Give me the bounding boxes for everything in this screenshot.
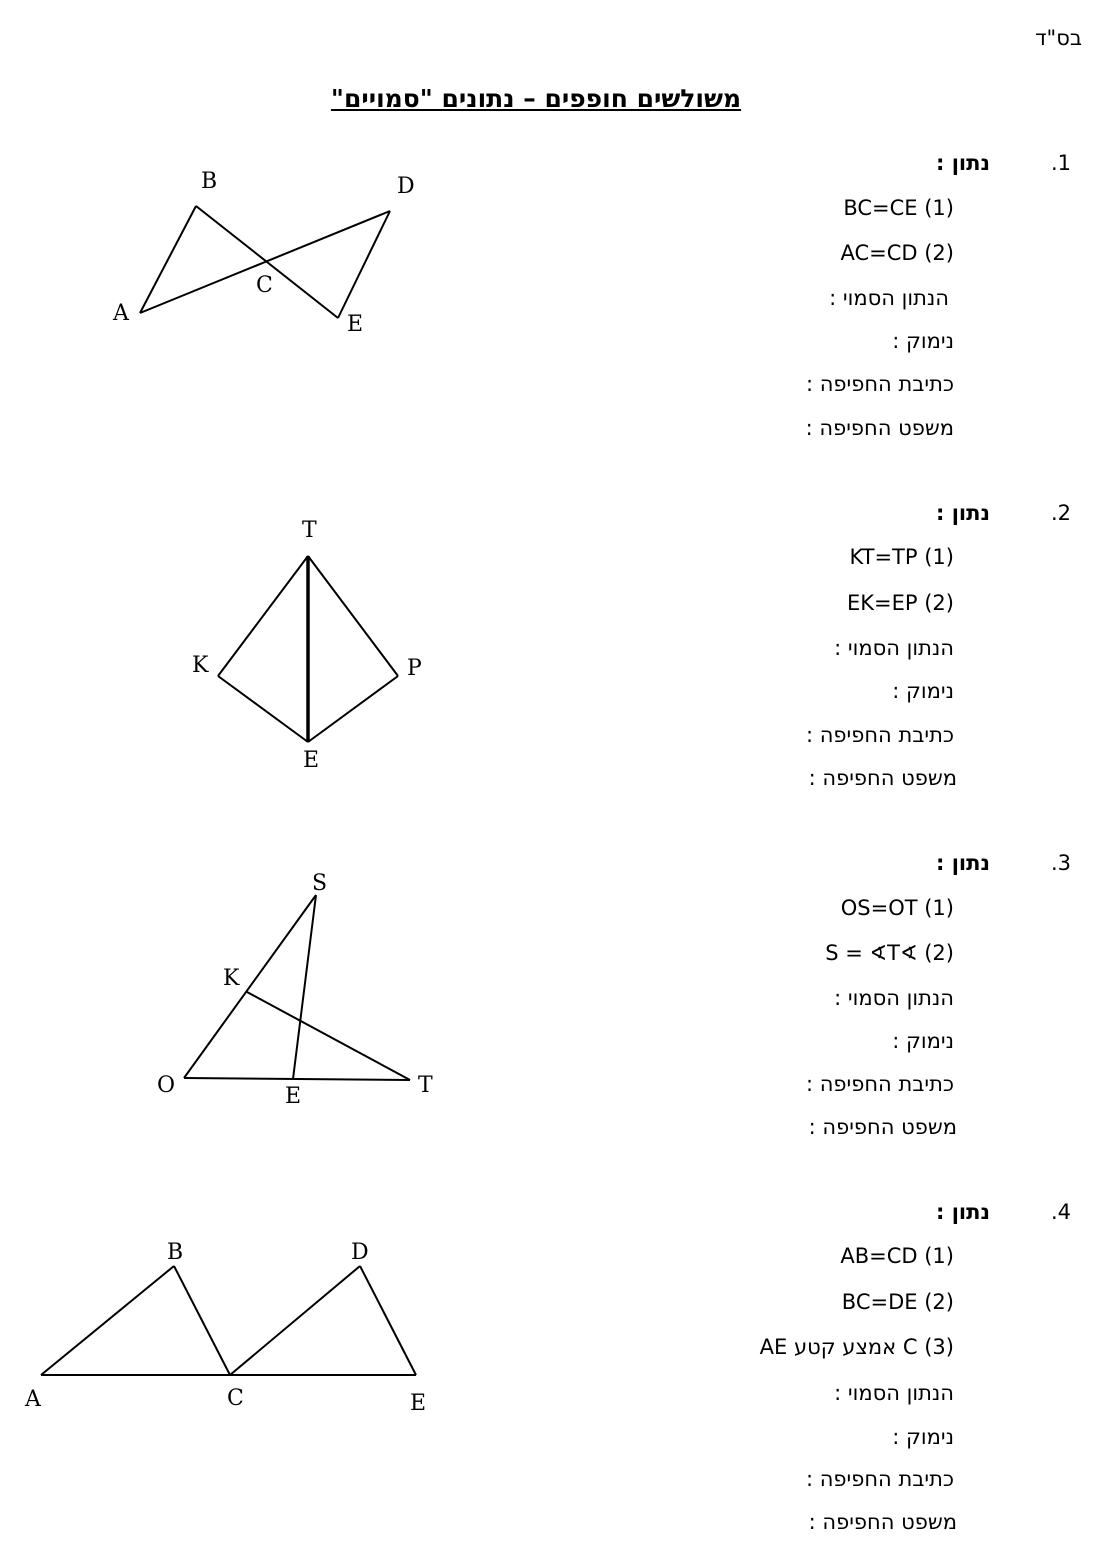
vertex-label-b: B (201, 169, 218, 194)
question-number: .4 (1050, 1200, 1071, 1224)
vertex-label-e: E (303, 748, 320, 773)
hidden-given-line: הנתון הסמוי : (829, 286, 949, 310)
question-number: .1 (1050, 151, 1071, 175)
vertex-label-o: O (157, 1073, 176, 1098)
segment-de (360, 1266, 416, 1375)
vertex-label-d: D (397, 174, 415, 199)
vertex-label-a: A (25, 1387, 41, 1412)
congruence-writing-line: כתיבת החפיפה : (805, 372, 954, 396)
vertex-label-p: P (407, 656, 422, 681)
given-line: (1) KT=TP (849, 545, 954, 569)
vertex-label-c: C (227, 1386, 244, 1411)
reason-line: נימוק : (892, 1425, 954, 1449)
given-label: נתון : (936, 501, 990, 525)
question-number: .2 (1050, 501, 1071, 525)
vertex-label-s: S (312, 871, 328, 896)
given-line: (1) BC=CE (843, 196, 954, 220)
segment-ab (41, 1266, 174, 1375)
reason-line: נימוק : (892, 1029, 954, 1053)
hidden-given-line: הנתון הסמוי : (834, 986, 954, 1010)
vertex-label-e: E (410, 1391, 427, 1416)
congruence-writing-line: כתיבת החפיפה : (805, 1467, 954, 1491)
given-line: (2) AC=CD (840, 241, 954, 265)
hidden-given-line: הנתון הסמוי : (834, 1381, 954, 1405)
vertex-label-b: B (167, 1240, 184, 1265)
vertex-label-a: A (113, 301, 129, 326)
reason-line: נימוק : (892, 329, 954, 353)
congruence-theorem-line: משפט החפיפה : (805, 416, 954, 440)
given-label: נתון : (936, 1200, 990, 1224)
congruence-theorem-line: משפט החפיפה : (808, 1510, 957, 1534)
vertex-label-e: E (347, 312, 364, 337)
given-line: (3) C אמצע קטע AE (759, 1335, 954, 1359)
segment-cd (230, 1266, 360, 1375)
vertex-label-k: K (192, 653, 209, 678)
congruence-theorem-line: משפט החפיפה : (808, 1115, 957, 1139)
vertex-label-e: E (285, 1084, 302, 1109)
header-tag: בס"ד (1035, 26, 1082, 50)
vertex-label-d: D (351, 1240, 369, 1265)
given-line: (2) ∢S = ∢T (825, 941, 954, 965)
reason-line: נימוק : (892, 679, 954, 703)
vertex-label-k: K (223, 966, 240, 991)
hidden-given-line: הנתון הסמוי : (834, 636, 954, 660)
page-title: משולשים חופפים – נתונים "סמויים" (330, 84, 742, 113)
vertex-label-t: T (302, 518, 317, 543)
vertex-label-t: T (418, 1073, 433, 1098)
given-label: נתון : (936, 851, 990, 875)
given-line: (1) AB=CD (840, 1244, 954, 1268)
vertex-label-c: C (256, 273, 273, 298)
congruence-writing-line: כתיבת החפיפה : (805, 1072, 954, 1096)
given-line: (2) EK=EP (846, 591, 954, 615)
segment-bc (174, 1266, 230, 1375)
given-label: נתון : (936, 151, 990, 175)
given-line: (2) BC=DE (841, 1290, 954, 1314)
congruence-writing-line: כתיבת החפיפה : (805, 723, 954, 747)
question-number: .3 (1050, 851, 1071, 875)
congruence-theorem-line: משפט החפיפה : (808, 766, 957, 790)
given-line: (1) OS=OT (840, 896, 954, 920)
